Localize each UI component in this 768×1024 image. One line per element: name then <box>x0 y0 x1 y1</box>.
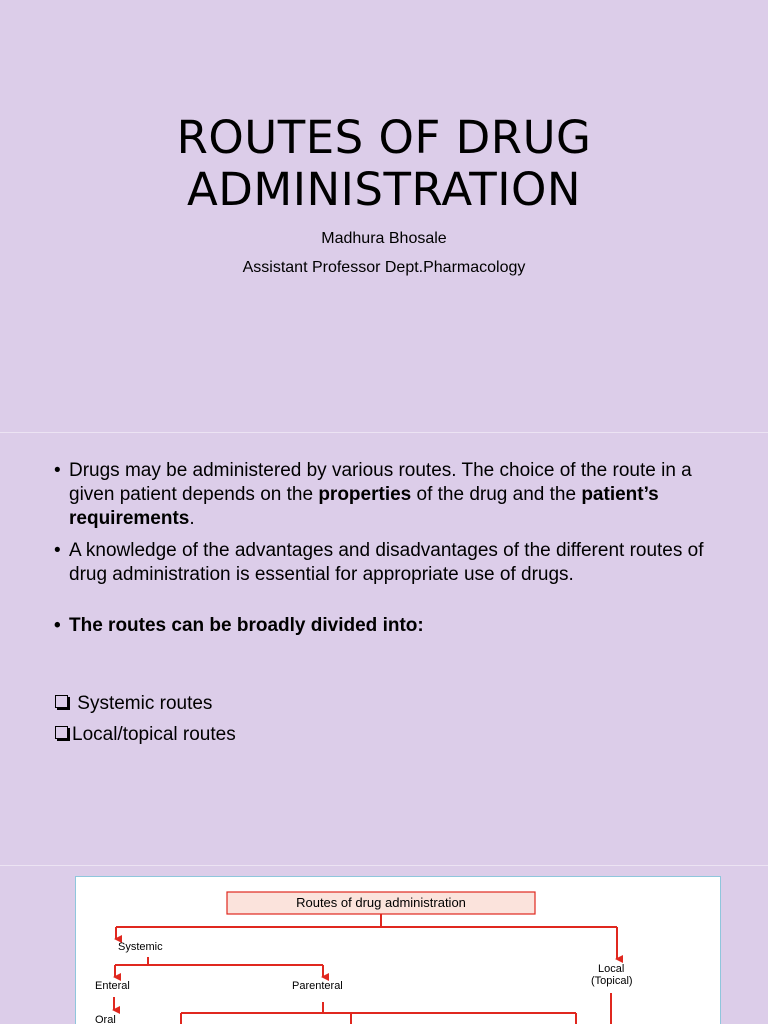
slide-title <box>0 112 768 216</box>
diagram-title: Routes of drug administration <box>296 895 466 910</box>
author-name: Madhura Bhosale <box>321 230 447 247</box>
bullet-list <box>54 459 734 638</box>
bullet1-text-end: . <box>189 508 195 529</box>
title-slide <box>0 0 768 432</box>
title-line-1: ROUTES OF DRUG <box>176 111 592 164</box>
list-item-systemic <box>55 692 212 716</box>
title-line-2: ADMINISTRATION <box>186 163 582 216</box>
list-item-local <box>55 723 236 747</box>
bullet-knowledge: • A knowledge of the advantages and disadvantages of the different routes of drug administration is essential for appropriate use of drugs. <box>54 539 734 587</box>
diagram-slide <box>0 866 768 1024</box>
intro-slide <box>0 433 768 865</box>
bold-properties: properties <box>318 484 412 505</box>
label-systemic: Systemic <box>118 941 163 953</box>
label-oral: Oral <box>95 1014 116 1024</box>
bullet1-text-start: Drugs may be administered by various routes. The choice of the route in a given patient depends on the <box>69 460 692 505</box>
bullet-routes-choice <box>54 459 734 531</box>
label-parenteral: Parenteral <box>292 980 343 992</box>
list-item-label: Systemic routes <box>77 693 213 714</box>
label-enteral: Enteral <box>95 980 130 992</box>
routes-diagram <box>75 876 721 1024</box>
list-item-label: Local/topical routes <box>72 724 236 745</box>
checkbox-bullet-icon <box>55 695 68 708</box>
bullet-routes-division: • The routes can be broadly divided into: <box>54 614 734 638</box>
checkbox-bullet-icon <box>55 726 68 739</box>
label-topical: (Topical) <box>591 975 633 987</box>
bold-patient-requirements: patient’s requirements <box>69 484 659 529</box>
author-position: Assistant Professor Dept.Pharmacology <box>242 259 526 276</box>
bullet1-text-mid: of the drug and the <box>411 484 582 505</box>
label-local: Local <box>598 963 625 975</box>
